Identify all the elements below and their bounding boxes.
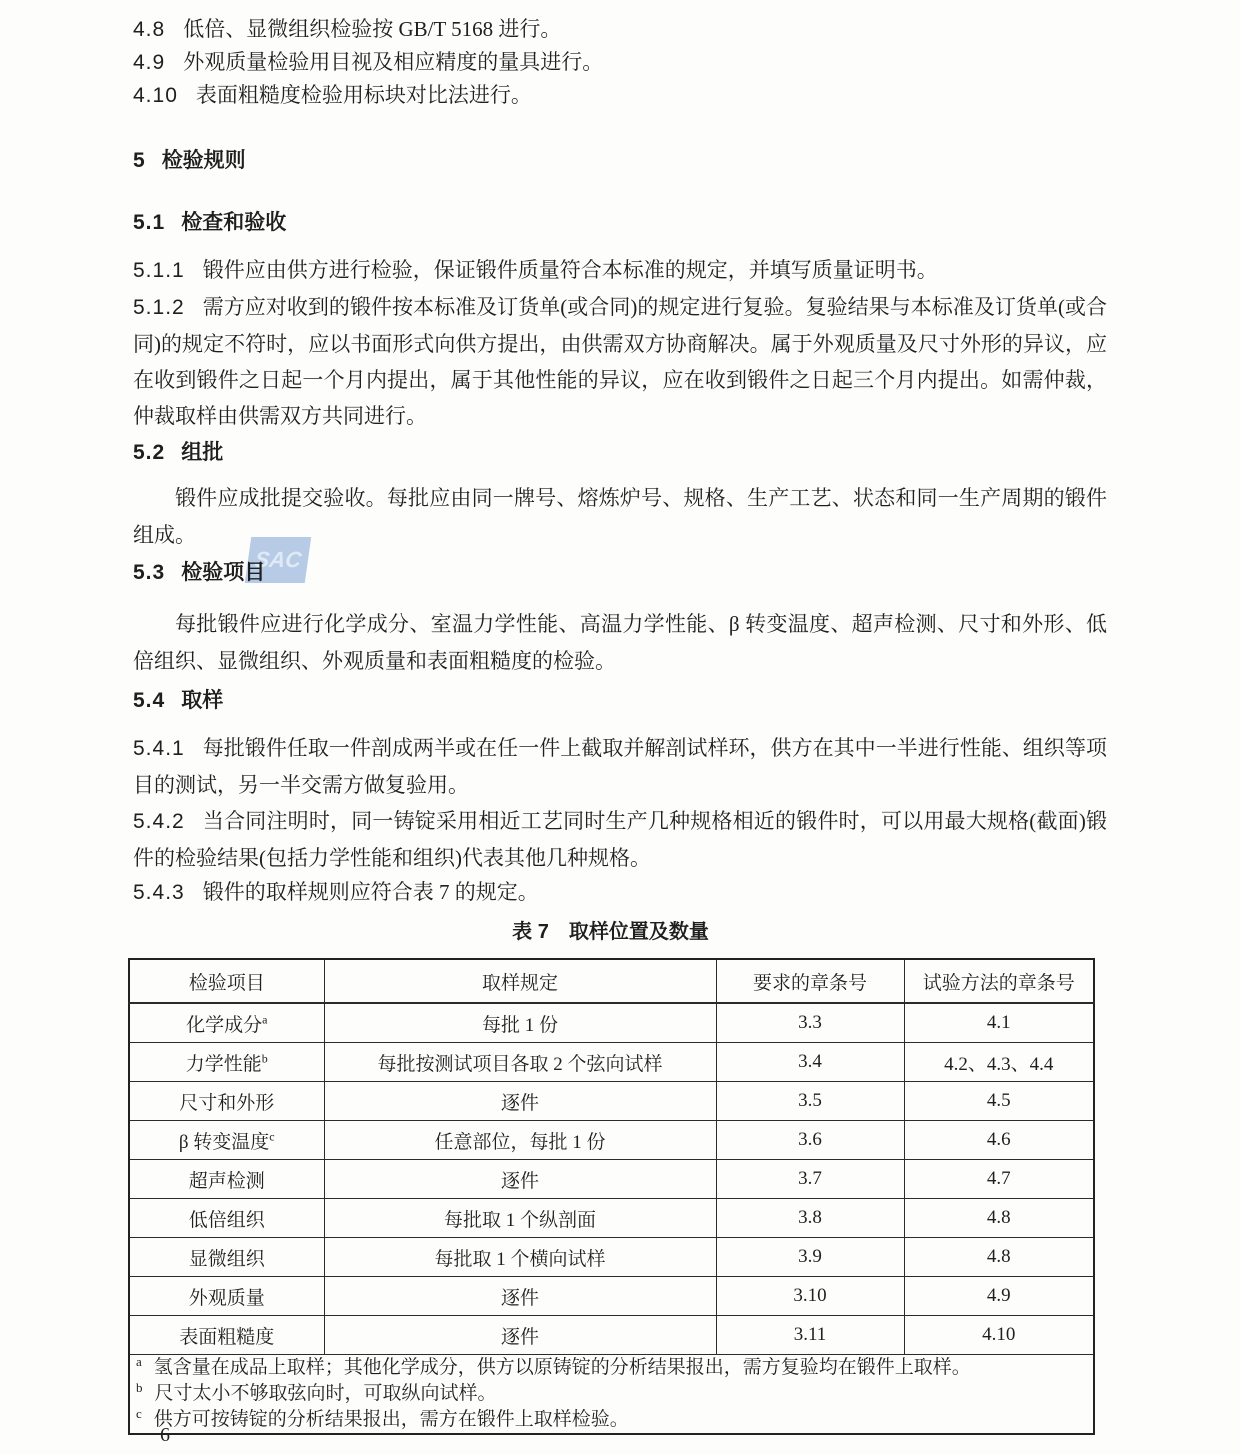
clause-text: 低倍、显微组织检验按 GB/T 5168 进行。 (183, 17, 562, 41)
clause-number: 5.1.1 (133, 259, 185, 282)
table-7 (128, 958, 1095, 1435)
section-number: 5 (133, 149, 146, 172)
table-row (129, 1160, 1094, 1199)
clause-number: 4.9 (133, 51, 166, 74)
clause-4-9 (133, 46, 1107, 79)
clause-text: 每批锻件任取一件剖成两半或在任一件上截取并解剖试样环，供方在其中一半进行性能、组织等项目的测试，另一半交需方做复验用。 (133, 736, 1107, 797)
clause-number: 5.4.1 (133, 737, 185, 760)
rule-cell: 每批取 1 个横向试样 (324, 1238, 716, 1277)
method-cell: 4.1 (904, 1003, 1094, 1043)
method-cell: 4.8 (904, 1199, 1094, 1238)
footnote-text: 供方可按铸锭的分析结果报出，需方在锻件上取样检验。 (153, 1409, 629, 1430)
section-number: 5.3 (133, 561, 166, 584)
item-text: 显微组织 (188, 1248, 265, 1270)
req-cell: 3.10 (716, 1277, 904, 1316)
item-text: 表面粗糙度 (179, 1326, 275, 1348)
table-7-caption: 表 7 取样位置及数量 (512, 921, 709, 943)
rule-cell: 每批取 1 个纵剖面 (324, 1199, 716, 1238)
rule-cell: 逐件 (324, 1082, 716, 1121)
footnote-text: 氢含量在成品上取样；其他化学成分，供方以原铸锭的分析结果报出，需方复验均在锻件上取样。 (153, 1357, 971, 1378)
section-number: 5.4 (133, 689, 166, 712)
paragraph-5-2: 锻件应成批提交验收。每批应由同一牌号、熔炼炉号、规格、生产工艺、状态和同一生产周期的锻件组成。 (133, 486, 1107, 547)
item-text: 尺寸和外形 (179, 1092, 275, 1114)
table-row (129, 1043, 1094, 1082)
page-number: 6 (160, 1424, 170, 1446)
footnote-ref: c (269, 1129, 275, 1144)
table-row (129, 1082, 1094, 1121)
table-row (129, 1003, 1094, 1043)
table-row (129, 1238, 1094, 1277)
req-cell: 3.5 (716, 1082, 904, 1121)
footnote-b (136, 1381, 1087, 1407)
footnote-marker: b (136, 1379, 143, 1395)
item-cell (129, 1003, 324, 1043)
item-cell (129, 1316, 324, 1355)
section-number: 5.1 (133, 211, 166, 234)
item-cell (129, 1121, 324, 1160)
section-title: 取样 (181, 689, 224, 712)
method-cell: 4.9 (904, 1277, 1094, 1316)
method-cell: 4.2、4.3、4.4 (904, 1043, 1094, 1082)
clause-5-1-1 (133, 254, 1107, 287)
header-requirement-clause: 要求的章条号 (716, 959, 904, 1003)
rule-cell: 任意部位，每批 1 份 (324, 1121, 716, 1160)
footnote-marker: c (136, 1405, 142, 1421)
header-test-method-clause: 试验方法的章条号 (904, 959, 1094, 1003)
footnote-ref: b (261, 1051, 268, 1066)
section-title: 检验规则 (161, 149, 246, 172)
section-number: 5.2 (133, 441, 166, 464)
rule-cell: 每批 1 份 (324, 1003, 716, 1043)
section-5-3-heading (133, 560, 1107, 586)
item-cell (129, 1160, 324, 1199)
footnote-text: 尺寸太小不够取弦向时，可取纵向试样。 (154, 1383, 497, 1404)
item-text: 力学性能 (185, 1053, 262, 1075)
rule-cell: 逐件 (324, 1160, 716, 1199)
clause-text: 锻件的取样规则应符合表 7 的规定。 (202, 880, 539, 904)
table-header-row (129, 959, 1094, 1003)
section-5-4-heading (133, 688, 1107, 714)
req-cell: 3.11 (716, 1316, 904, 1355)
section-title: 检查和验收 (181, 211, 287, 234)
page-content (133, 13, 1107, 1435)
paragraph-5-3: 每批锻件应进行化学成分、室温力学性能、高温力学性能、β 转变温度、超声检测、尺寸和外形、低倍组织、显微组织、外观质量和表面粗糙度的检验。 (133, 612, 1107, 673)
clause-text: 表面粗糙度检验用标块对比法进行。 (195, 83, 532, 107)
clause-4-8 (133, 13, 1107, 46)
footnote-ref: a (262, 1012, 268, 1027)
section-5-heading (133, 148, 1107, 174)
req-cell: 3.9 (716, 1238, 904, 1277)
method-cell: 4.8 (904, 1238, 1094, 1277)
clause-text: 当合同注明时，同一铸锭采用相近工艺同时生产几种规格相近的锻件时，可以用最大规格(截面)锻件的检验结果(包括力学性能和组织)代表其他几种规格。 (133, 809, 1107, 870)
header-item: 检验项目 (129, 959, 324, 1003)
clause-text: 锻件应由供方进行检验，保证锻件质量符合本标准的规定，并填写质量证明书。 (202, 258, 938, 282)
clause-5-4-3 (133, 876, 1107, 909)
item-cell (129, 1238, 324, 1277)
rule-cell: 每批按测试项目各取 2 个弦向试样 (324, 1043, 716, 1082)
req-cell: 3.4 (716, 1043, 904, 1082)
section-title: 检验项目 (181, 561, 266, 584)
item-cell (129, 1082, 324, 1121)
req-cell: 3.8 (716, 1199, 904, 1238)
clause-number: 4.10 (133, 84, 178, 107)
clause-text: 需方应对收到的锻件按本标准及订货单(或合同)的规定进行复验。复验结果与本标准及订货单(或合同)的规定不符时，应以书面形式向供方提出，由供需双方协商解决。属于外观质量及尺寸外形的异议，应在收到锻件之日起一个月内提出，属于其他性能的异议，应在收到锻件之日起三个月内提出。如需仲裁，仲裁取样由供需双方共同进行。 (133, 295, 1107, 428)
table-row (129, 1199, 1094, 1238)
item-cell (129, 1277, 324, 1316)
sac-watermark: SAC (245, 537, 311, 583)
footnote-c (136, 1407, 1087, 1433)
method-cell: 4.10 (904, 1316, 1094, 1355)
clause-number: 5.4.3 (133, 881, 185, 904)
footnote-marker: a (136, 1353, 142, 1369)
item-text: 超声检测 (188, 1170, 265, 1192)
clause-number: 4.8 (133, 18, 166, 41)
header-rule: 取样规定 (324, 959, 716, 1003)
section-5-1-heading (133, 210, 1107, 236)
section-5-2-heading (133, 440, 1107, 466)
method-cell: 4.5 (904, 1082, 1094, 1121)
rule-cell: 逐件 (324, 1316, 716, 1355)
req-cell: 3.6 (716, 1121, 904, 1160)
table-row (129, 1277, 1094, 1316)
req-cell: 3.7 (716, 1160, 904, 1199)
table-footnotes-row (129, 1355, 1094, 1435)
table-row (129, 1121, 1094, 1160)
clause-5-4-1 (133, 730, 1107, 803)
rule-cell: 逐件 (324, 1277, 716, 1316)
footnote-a (136, 1355, 1087, 1381)
clause-number: 5.1.2 (133, 296, 185, 319)
item-text: 化学成分 (186, 1014, 263, 1036)
clause-5-1-2 (133, 289, 1107, 434)
item-text: 外观质量 (188, 1287, 265, 1309)
clause-4-10 (133, 79, 1107, 112)
req-cell: 3.3 (716, 1003, 904, 1043)
item-cell (129, 1043, 324, 1082)
section-title: 组批 (181, 441, 224, 464)
item-cell (129, 1199, 324, 1238)
item-text: 低倍组织 (188, 1209, 265, 1231)
clause-number: 5.4.2 (133, 810, 185, 833)
clause-text: 外观质量检验用目视及相应精度的量具进行。 (183, 50, 604, 74)
footnotes-cell (129, 1355, 1094, 1435)
table-row (129, 1316, 1094, 1355)
clause-5-4-2 (133, 803, 1107, 876)
item-text: β 转变温度 (178, 1131, 270, 1153)
method-cell: 4.7 (904, 1160, 1094, 1199)
method-cell: 4.6 (904, 1121, 1094, 1160)
